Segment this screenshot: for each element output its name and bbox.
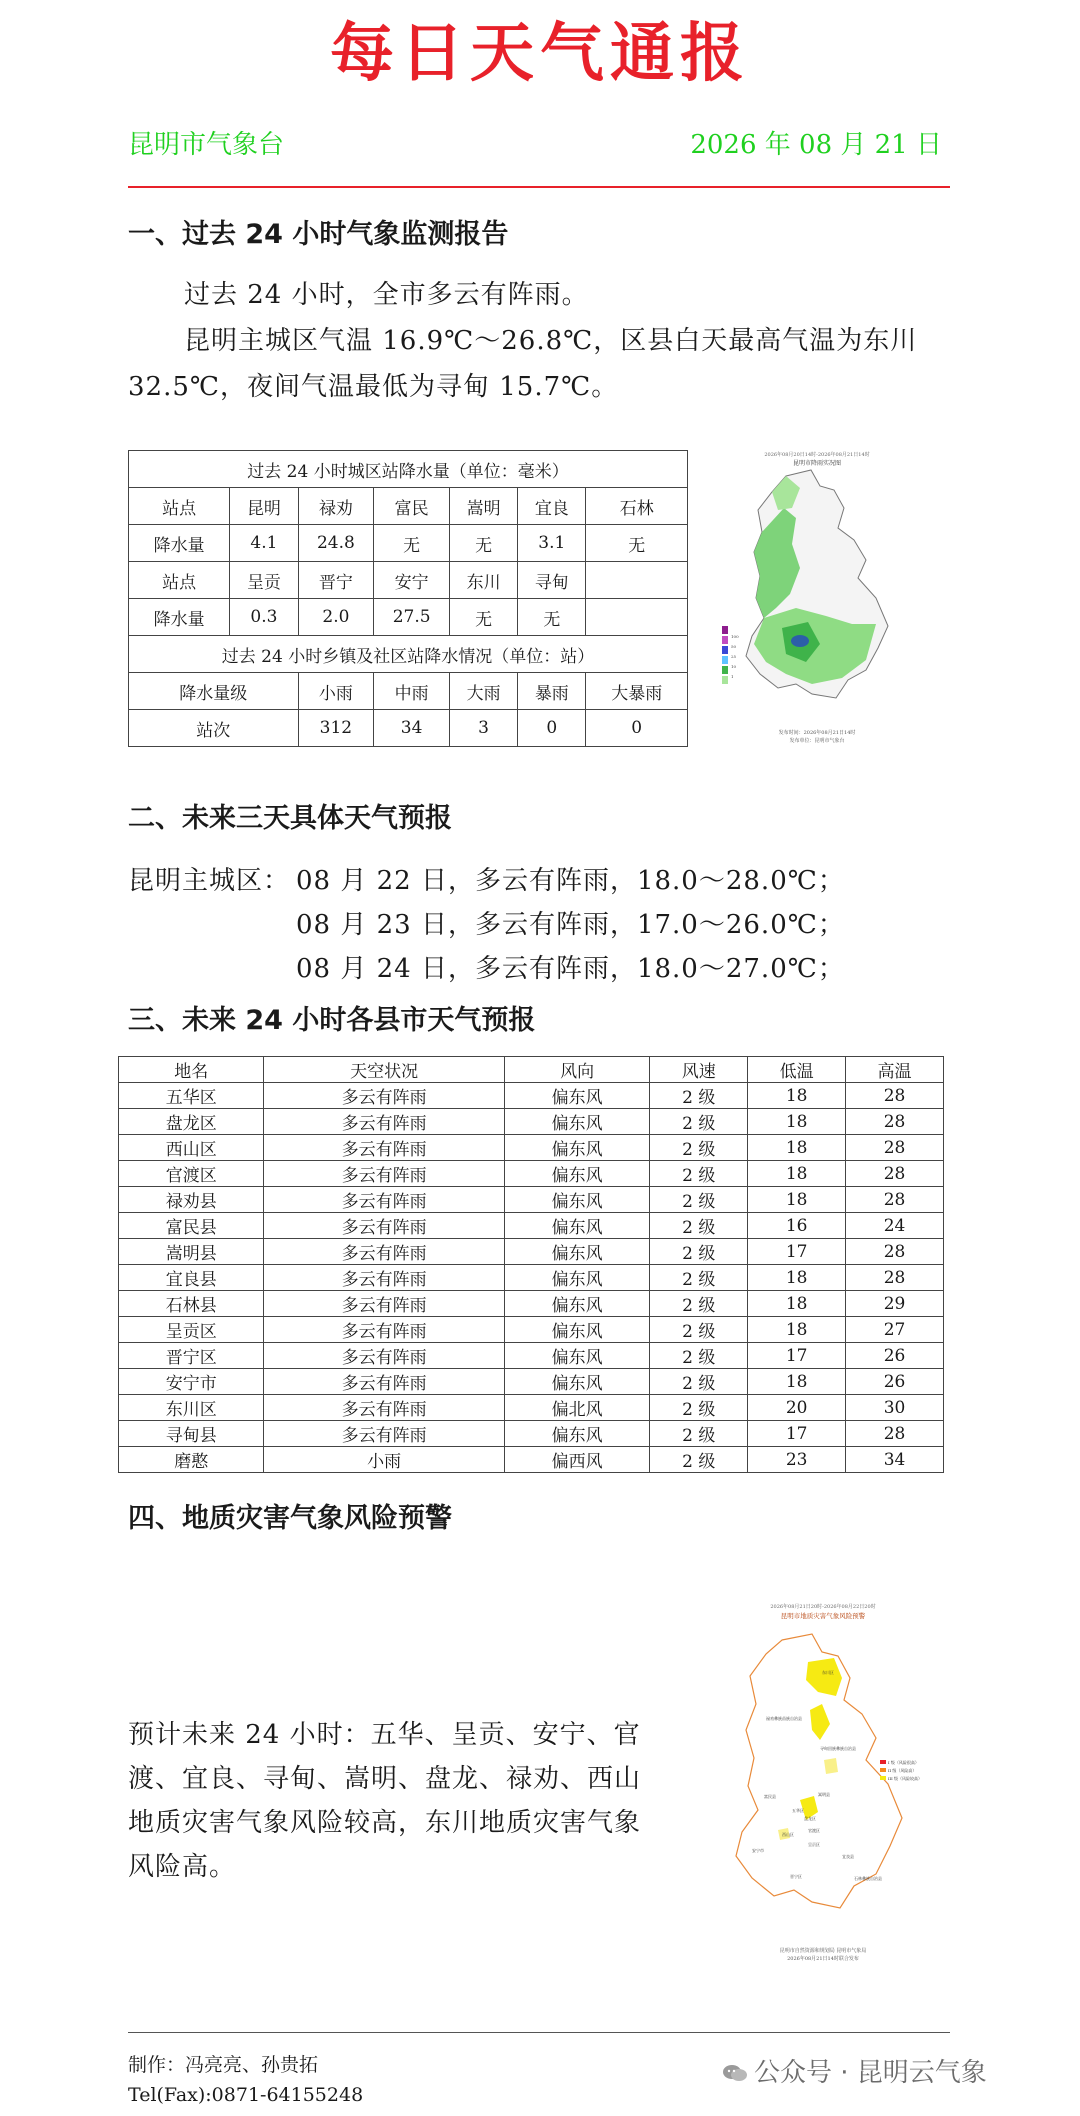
table-cell: 17 bbox=[748, 1239, 846, 1265]
table-cell: 晋宁 bbox=[298, 562, 374, 599]
table-cell: 18 bbox=[748, 1135, 846, 1161]
geo-map-title: 昆明市地质灾害气象风险预警 bbox=[780, 1612, 866, 1620]
geo-warning-line-1: 预计未来 24 小时：五华、呈贡、安宁、官 bbox=[128, 1720, 641, 1750]
table-cell: 晋宁区 bbox=[119, 1343, 264, 1369]
table-cell: 小雨 bbox=[298, 673, 374, 710]
precipitation-table bbox=[128, 450, 688, 747]
table-cell: 2 级 bbox=[650, 1291, 748, 1317]
table-cell: 无 bbox=[449, 599, 517, 636]
table-cell: 嵩明县 bbox=[119, 1239, 264, 1265]
table-cell: 东川区 bbox=[119, 1395, 264, 1421]
table-cell: 18 bbox=[748, 1161, 846, 1187]
table-row bbox=[129, 488, 688, 525]
table-cell: 中雨 bbox=[374, 673, 450, 710]
forecast-day-3: 08 月 24 日，多云有阵雨，18.0～27.0℃； bbox=[296, 954, 845, 984]
table-cell: 17 bbox=[748, 1421, 846, 1447]
legend-label: 25 bbox=[731, 654, 737, 659]
footer-maker: 制作：冯亮亮、孙贵拓 bbox=[128, 2054, 319, 2076]
map-label: 安宁市 bbox=[752, 1848, 764, 1853]
table-cell: 2 级 bbox=[650, 1343, 748, 1369]
map-label: 盘龙区 bbox=[804, 1816, 816, 1821]
table-cell bbox=[586, 562, 688, 599]
table-cell: 28 bbox=[846, 1239, 944, 1265]
table-cell: 小雨 bbox=[264, 1447, 505, 1473]
table-cell: 嵩明 bbox=[449, 488, 517, 525]
table-cell: 28 bbox=[846, 1135, 944, 1161]
section-4-heading: 四、地质灾害气象风险预警 bbox=[128, 1503, 452, 1534]
table-cell: 29 bbox=[846, 1291, 944, 1317]
wechat-watermark bbox=[722, 2052, 987, 2089]
map-label: 寻甸回族彝族自治县 bbox=[820, 1746, 856, 1751]
table-cell: 偏东风 bbox=[504, 1421, 649, 1447]
table-cell: 多云有阵雨 bbox=[264, 1135, 505, 1161]
table-cell: 2 级 bbox=[650, 1369, 748, 1395]
table-cell: 多云有阵雨 bbox=[264, 1343, 505, 1369]
forecast-day-1: 08 月 22 日，多云有阵雨，18.0～28.0℃； bbox=[296, 866, 845, 896]
table-cell: 18 bbox=[748, 1109, 846, 1135]
rainfall-map-period: 2026年08月20日14时-2026年08月21日14时 bbox=[764, 452, 870, 458]
table-cell: 28 bbox=[846, 1187, 944, 1213]
table-row bbox=[129, 525, 688, 562]
column-header: 高温 bbox=[846, 1057, 944, 1083]
legend-swatch bbox=[880, 1760, 886, 1764]
table-cell: 磨憨 bbox=[119, 1447, 264, 1473]
section-1-heading: 一、过去 24 小时气象监测报告 bbox=[128, 219, 509, 250]
section-2-heading: 二、未来三天具体天气预报 bbox=[128, 803, 452, 834]
table-row bbox=[119, 1447, 944, 1473]
table-cell: 2.0 bbox=[298, 599, 374, 636]
table-cell: 站点 bbox=[129, 562, 230, 599]
table-cell: 宜良县 bbox=[119, 1265, 264, 1291]
table-cell: 26 bbox=[846, 1369, 944, 1395]
table-cell: 偏东风 bbox=[504, 1369, 649, 1395]
legend-swatch bbox=[880, 1768, 886, 1772]
table-cell: 站点 bbox=[129, 488, 230, 525]
table-cell: 2 级 bbox=[650, 1317, 748, 1343]
table-cell: 多云有阵雨 bbox=[264, 1395, 505, 1421]
column-header: 风向 bbox=[504, 1057, 649, 1083]
geo-warning-line-2: 渡、宜良、寻甸、嵩明、盘龙、禄劝、西山 bbox=[128, 1764, 642, 1794]
table-cell: 五华区 bbox=[119, 1083, 264, 1109]
rainfall-map-release-time: 发布时间：2026年08月21日14时 bbox=[778, 730, 856, 736]
rainfall-map bbox=[716, 448, 918, 748]
hazard-zone bbox=[824, 1758, 838, 1774]
legend-swatch bbox=[722, 646, 728, 654]
section-1-temp-line-1: 昆明主城区气温 16.9℃～26.8℃，区县白天最高气温为东川 bbox=[184, 326, 918, 356]
table-cell: 28 bbox=[846, 1265, 944, 1291]
table-cell: 2 级 bbox=[650, 1187, 748, 1213]
county-forecast-table bbox=[118, 1056, 944, 1473]
table-cell: 24 bbox=[846, 1213, 944, 1239]
table-cell: 3 bbox=[449, 710, 517, 747]
table-row bbox=[129, 673, 688, 710]
table-cell: 降水量级 bbox=[129, 673, 299, 710]
table-cell: 盘龙区 bbox=[119, 1109, 264, 1135]
table-cell: 偏东风 bbox=[504, 1265, 649, 1291]
table-cell: 富民 bbox=[374, 488, 450, 525]
map-label: 禄劝彝族苗族自治县 bbox=[766, 1716, 802, 1721]
table-cell: 多云有阵雨 bbox=[264, 1421, 505, 1447]
table-cell: 偏东风 bbox=[504, 1343, 649, 1369]
table-cell: 4.1 bbox=[230, 525, 298, 562]
footer-tel: Tel(Fax):0871-64155248 bbox=[128, 2084, 364, 2106]
table-cell: 24.8 bbox=[298, 525, 374, 562]
watermark-text: 公众号 · 昆明云气象 bbox=[754, 2058, 987, 2088]
table-cell: 昆明 bbox=[230, 488, 298, 525]
map-label: 呈贡区 bbox=[808, 1842, 820, 1847]
precip-table-title: 过去 24 小时城区站降水量（单位：毫米） bbox=[129, 451, 688, 488]
table-cell: 偏东风 bbox=[504, 1187, 649, 1213]
table-cell: 20 bbox=[748, 1395, 846, 1421]
table-cell: 禄劝 bbox=[298, 488, 374, 525]
section-1-summary: 过去 24 小时，全市多云有阵雨。 bbox=[184, 280, 589, 310]
dianchi-lake bbox=[791, 635, 809, 647]
geo-hazard-map bbox=[704, 1600, 942, 1968]
wechat-icon bbox=[722, 2060, 748, 2080]
table-cell: 27 bbox=[846, 1317, 944, 1343]
table-row bbox=[129, 599, 688, 636]
table-cell: 大雨 bbox=[449, 673, 517, 710]
table-cell: 多云有阵雨 bbox=[264, 1317, 505, 1343]
legend-label: 1 bbox=[731, 674, 734, 679]
map-label: 五华区 bbox=[792, 1808, 804, 1813]
table-cell: 寻甸 bbox=[518, 562, 586, 599]
table-cell: 站次 bbox=[129, 710, 299, 747]
table-row bbox=[119, 1239, 944, 1265]
table-cell: 18 bbox=[748, 1187, 846, 1213]
table-cell: 18 bbox=[748, 1265, 846, 1291]
table-row bbox=[119, 1187, 944, 1213]
table-cell: 降水量 bbox=[129, 525, 230, 562]
column-header: 低温 bbox=[748, 1057, 846, 1083]
table-cell: 多云有阵雨 bbox=[264, 1239, 505, 1265]
table-cell: 富民县 bbox=[119, 1213, 264, 1239]
table-cell: 28 bbox=[846, 1161, 944, 1187]
table-cell: 2 级 bbox=[650, 1161, 748, 1187]
table-cell: 3.1 bbox=[518, 525, 586, 562]
table-cell: 寻甸县 bbox=[119, 1421, 264, 1447]
table-cell: 18 bbox=[748, 1083, 846, 1109]
legend-swatch bbox=[880, 1776, 886, 1780]
table-cell: 多云有阵雨 bbox=[264, 1213, 505, 1239]
table-cell: 2 级 bbox=[650, 1213, 748, 1239]
map-label: 晋宁区 bbox=[790, 1874, 802, 1879]
geo-warning-line-3: 地质灾害气象风险较高，东川地质灾害气象 bbox=[128, 1808, 642, 1838]
table-row bbox=[129, 710, 688, 747]
table-row bbox=[119, 1109, 944, 1135]
table-cell: 偏北风 bbox=[504, 1395, 649, 1421]
section-1-temp-line-2: 32.5℃，夜间气温最低为寻甸 15.7℃。 bbox=[128, 372, 619, 402]
table-row bbox=[119, 1083, 944, 1109]
issuer-name: 昆明市气象台 bbox=[128, 130, 285, 160]
table-cell: 18 bbox=[748, 1369, 846, 1395]
table-cell: 2 级 bbox=[650, 1421, 748, 1447]
table-cell: 16 bbox=[748, 1213, 846, 1239]
table-cell: 0 bbox=[518, 710, 586, 747]
table-cell: 偏东风 bbox=[504, 1291, 649, 1317]
table-cell: 石林县 bbox=[119, 1291, 264, 1317]
map-label: 西山区 bbox=[782, 1832, 794, 1837]
table-cell: 28 bbox=[846, 1109, 944, 1135]
table-cell: 17 bbox=[748, 1343, 846, 1369]
legend-label: II 级（风险高） bbox=[888, 1768, 917, 1773]
table-cell: 2 级 bbox=[650, 1265, 748, 1291]
table-cell: 30 bbox=[846, 1395, 944, 1421]
table-row bbox=[129, 562, 688, 599]
table-cell: 安宁 bbox=[374, 562, 450, 599]
table-cell: 多云有阵雨 bbox=[264, 1265, 505, 1291]
table-row bbox=[119, 1369, 944, 1395]
table-cell: 多云有阵雨 bbox=[264, 1083, 505, 1109]
table-cell: 禄劝县 bbox=[119, 1187, 264, 1213]
table-cell: 多云有阵雨 bbox=[264, 1369, 505, 1395]
legend-label: I 级（风险很高） bbox=[888, 1760, 919, 1765]
table-cell: 312 bbox=[298, 710, 374, 747]
issue-date: 2026 年 08 月 21 日 bbox=[690, 130, 942, 160]
table-cell: 23 bbox=[748, 1447, 846, 1473]
table-cell: 0 bbox=[586, 710, 688, 747]
map-label: 官渡区 bbox=[808, 1828, 820, 1833]
table-cell: 呈贡 bbox=[230, 562, 298, 599]
report-title: 每日天气通报 bbox=[330, 16, 750, 91]
table-cell: 偏东风 bbox=[504, 1213, 649, 1239]
legend-swatch bbox=[722, 636, 728, 644]
table-cell: 石林 bbox=[586, 488, 688, 525]
table-row bbox=[119, 1317, 944, 1343]
legend-swatch bbox=[722, 666, 728, 674]
geo-warning-line-4: 风险高。 bbox=[128, 1852, 237, 1882]
table-row bbox=[119, 1421, 944, 1447]
table-cell: 2 级 bbox=[650, 1135, 748, 1161]
table-cell: 偏东风 bbox=[504, 1109, 649, 1135]
table-cell: 呈贡区 bbox=[119, 1317, 264, 1343]
table-cell: 多云有阵雨 bbox=[264, 1161, 505, 1187]
table-cell: 无 bbox=[449, 525, 517, 562]
table-cell: 18 bbox=[748, 1291, 846, 1317]
table-cell: 28 bbox=[846, 1083, 944, 1109]
table-cell: 官渡区 bbox=[119, 1161, 264, 1187]
geo-map-release-time: 2026年08月21日14时联合发布 bbox=[787, 1956, 859, 1962]
legend-label: 100 bbox=[731, 634, 739, 639]
table-cell bbox=[586, 599, 688, 636]
legend-swatch bbox=[722, 656, 728, 664]
table-cell: 34 bbox=[374, 710, 450, 747]
table-cell: 2 级 bbox=[650, 1109, 748, 1135]
table-cell: 偏东风 bbox=[504, 1135, 649, 1161]
table-row bbox=[119, 1343, 944, 1369]
table-row bbox=[119, 1213, 944, 1239]
table-cell: 2 级 bbox=[650, 1447, 748, 1473]
table-cell: 安宁市 bbox=[119, 1369, 264, 1395]
table-cell: 偏东风 bbox=[504, 1083, 649, 1109]
legend-swatch bbox=[722, 626, 728, 634]
table-cell: 无 bbox=[586, 525, 688, 562]
table-cell: 多云有阵雨 bbox=[264, 1291, 505, 1317]
table-cell: 无 bbox=[518, 599, 586, 636]
table-cell: 大暴雨 bbox=[586, 673, 688, 710]
table-header-row bbox=[119, 1057, 944, 1083]
map-label: 东川区 bbox=[822, 1670, 834, 1675]
table-cell: 2 级 bbox=[650, 1395, 748, 1421]
legend-label: III 级（风险较高） bbox=[888, 1776, 923, 1781]
table-cell: 0.3 bbox=[230, 599, 298, 636]
precip-table-subtitle: 过去 24 小时乡镇及社区站降水情况（单位：站） bbox=[129, 636, 688, 673]
rainfall-map-publisher: 发布单位：昆明市气象台 bbox=[789, 738, 845, 744]
map-label: 富民县 bbox=[764, 1794, 776, 1799]
table-cell: 28 bbox=[846, 1421, 944, 1447]
table-cell: 偏东风 bbox=[504, 1239, 649, 1265]
legend-label: 50 bbox=[731, 644, 737, 649]
table-cell: 西山区 bbox=[119, 1135, 264, 1161]
table-cell: 偏东风 bbox=[504, 1317, 649, 1343]
table-cell: 偏东风 bbox=[504, 1161, 649, 1187]
legend-swatch bbox=[722, 676, 728, 684]
rainfall-map-title: 昆明市降雨实况图 bbox=[792, 460, 842, 467]
map-label: 嵩明县 bbox=[818, 1792, 830, 1797]
geo-map-publishers: 昆明市自然资源和规划局 昆明市气象局 bbox=[779, 1948, 867, 1954]
table-cell: 宜良 bbox=[518, 488, 586, 525]
table-cell: 2 级 bbox=[650, 1083, 748, 1109]
table-cell: 偏西风 bbox=[504, 1447, 649, 1473]
table-cell: 18 bbox=[748, 1317, 846, 1343]
table-row bbox=[119, 1395, 944, 1421]
table-cell: 多云有阵雨 bbox=[264, 1187, 505, 1213]
table-cell: 多云有阵雨 bbox=[264, 1109, 505, 1135]
table-row bbox=[119, 1265, 944, 1291]
footer-divider bbox=[128, 2032, 950, 2033]
geo-map-period: 2026年08月21日20时-2026年08月22日20时 bbox=[770, 1604, 876, 1610]
column-header: 风速 bbox=[650, 1057, 748, 1083]
table-row bbox=[119, 1291, 944, 1317]
forecast-city-label: 昆明主城区： bbox=[128, 866, 291, 896]
map-label: 宜良县 bbox=[842, 1854, 854, 1859]
table-cell: 无 bbox=[374, 525, 450, 562]
header-divider bbox=[128, 186, 950, 188]
column-header: 地名 bbox=[119, 1057, 264, 1083]
table-cell: 27.5 bbox=[374, 599, 450, 636]
table-cell: 34 bbox=[846, 1447, 944, 1473]
table-row bbox=[119, 1135, 944, 1161]
table-cell: 降水量 bbox=[129, 599, 230, 636]
forecast-day-2: 08 月 23 日，多云有阵雨，17.0～26.0℃； bbox=[296, 910, 845, 940]
table-cell: 东川 bbox=[449, 562, 517, 599]
section-3-heading: 三、未来 24 小时各县市天气预报 bbox=[128, 1005, 536, 1036]
map-label: 石林彝族自治县 bbox=[854, 1876, 882, 1881]
table-cell: 暴雨 bbox=[518, 673, 586, 710]
column-header: 天空状况 bbox=[264, 1057, 505, 1083]
table-cell: 2 级 bbox=[650, 1239, 748, 1265]
table-row bbox=[119, 1161, 944, 1187]
table-cell: 26 bbox=[846, 1343, 944, 1369]
legend-label: 10 bbox=[731, 664, 737, 669]
